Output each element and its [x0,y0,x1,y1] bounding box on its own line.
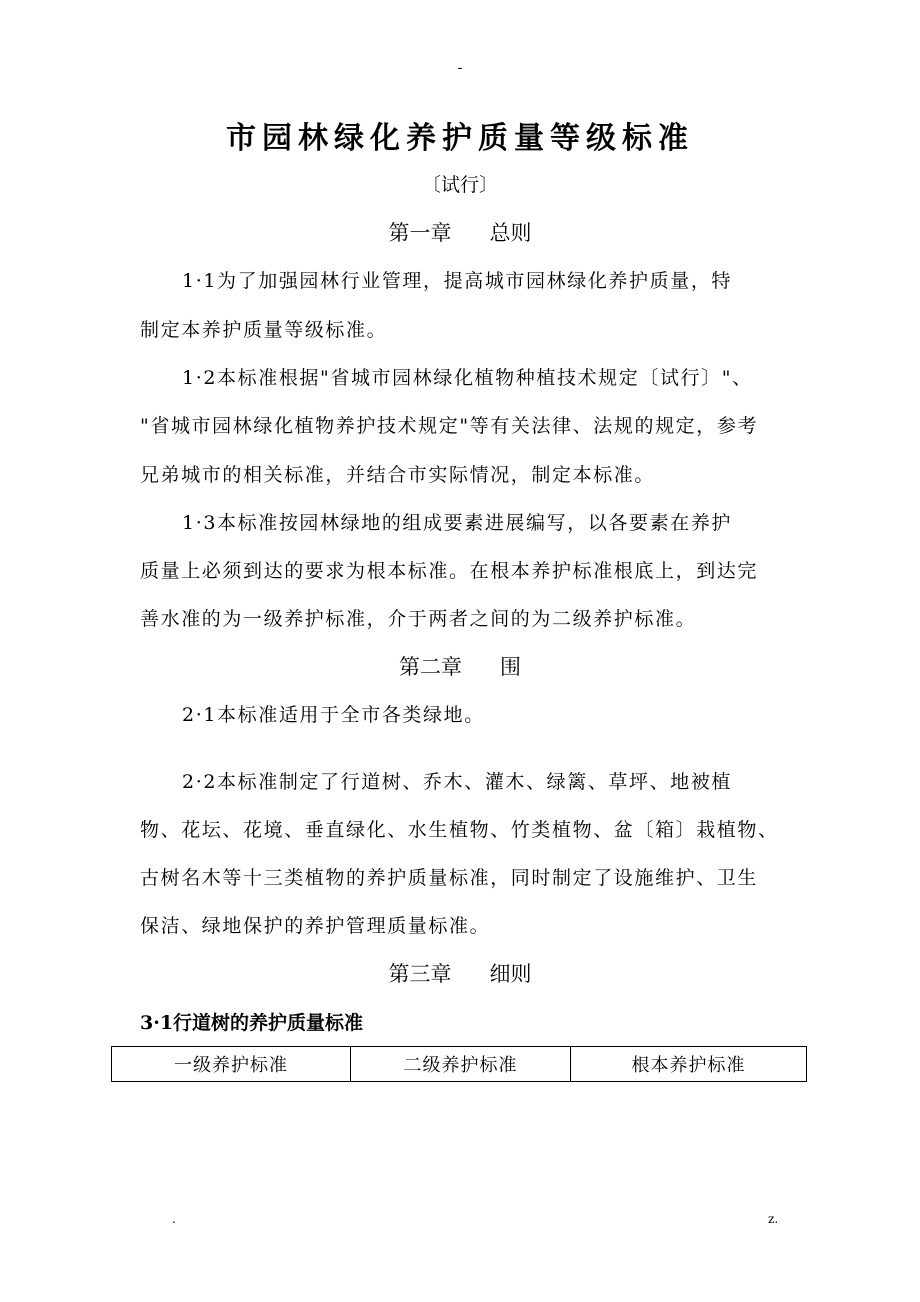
table-header-cell: 根本养护标准 [571,1047,807,1082]
paragraph-line: 1·3本标准按园林绿地的组成要素进展编写，以各要素在养护 [182,512,733,534]
paragraph-line: 质量上必须到达的要求为根本标准。在根本养护标准根底上，到达完 [140,560,759,582]
paragraph-line: 兄弟城市的相关标准，并结合市实际情况，制定本标准。 [140,464,656,486]
chapter-1-heading [0,217,920,247]
table-header-cell: 二级养护标准 [351,1047,571,1082]
footer-right-mark: z. [768,1212,779,1226]
paragraph-line: 古树名木等十三类植物的养护质量标准，同时制定了设施维护、卫生 [140,867,759,889]
section-heading: 3·1行道树的养护质量标准 [140,1012,364,1034]
chapter-label: 第三章 [388,962,452,986]
footer-left-mark: . [172,1212,176,1226]
paragraph-line: 制定本养护质量等级标准。 [140,319,388,341]
paragraph-line: 2·2本标准制定了行道树、乔木、灌木、绿篱、草坪、地被植 [182,771,733,793]
header-mark: - [457,60,463,76]
paragraph-line: 2·1本标准适用于全市各类绿地。 [182,704,485,726]
document-title: 市园林绿化养护质量等级标准 [226,121,694,156]
standards-table [111,1046,807,1082]
paragraph-line: 1·2本标准根据"省城市园林绿化植物种植技术规定〔试行〕"、 [182,367,753,389]
chapter-name: 围 [500,655,521,679]
paragraph-line: 善水准的为一级养护标准，介于两者之间的为二级养护标准。 [140,608,697,630]
paragraph-line: 物、花坛、花境、垂直绿化、水生植物、竹类植物、盆〔箱〕栽植物、 [140,819,779,841]
chapter-2-heading [0,651,920,681]
chapter-label: 第一章 [388,221,452,245]
chapter-name: 总则 [489,221,532,245]
chapter-label: 第二章 [399,655,462,679]
paragraph-line: "省城市园林绿化植物养护技术规定"等有关法律、法规的规定，参考 [140,415,759,437]
paragraph-line: 1·1为了加强园林行业管理，提高城市园林绿化养护质量，特 [182,270,733,292]
document-subtitle: 〔试行〕 [421,174,498,196]
table-header-row [112,1047,807,1082]
chapter-3-heading [0,958,920,988]
paragraph-line: 保洁、绿地保护的养护管理质量标准。 [140,915,491,937]
table-header-cell: 一级养护标准 [112,1047,351,1082]
chapter-name: 细则 [489,962,532,986]
